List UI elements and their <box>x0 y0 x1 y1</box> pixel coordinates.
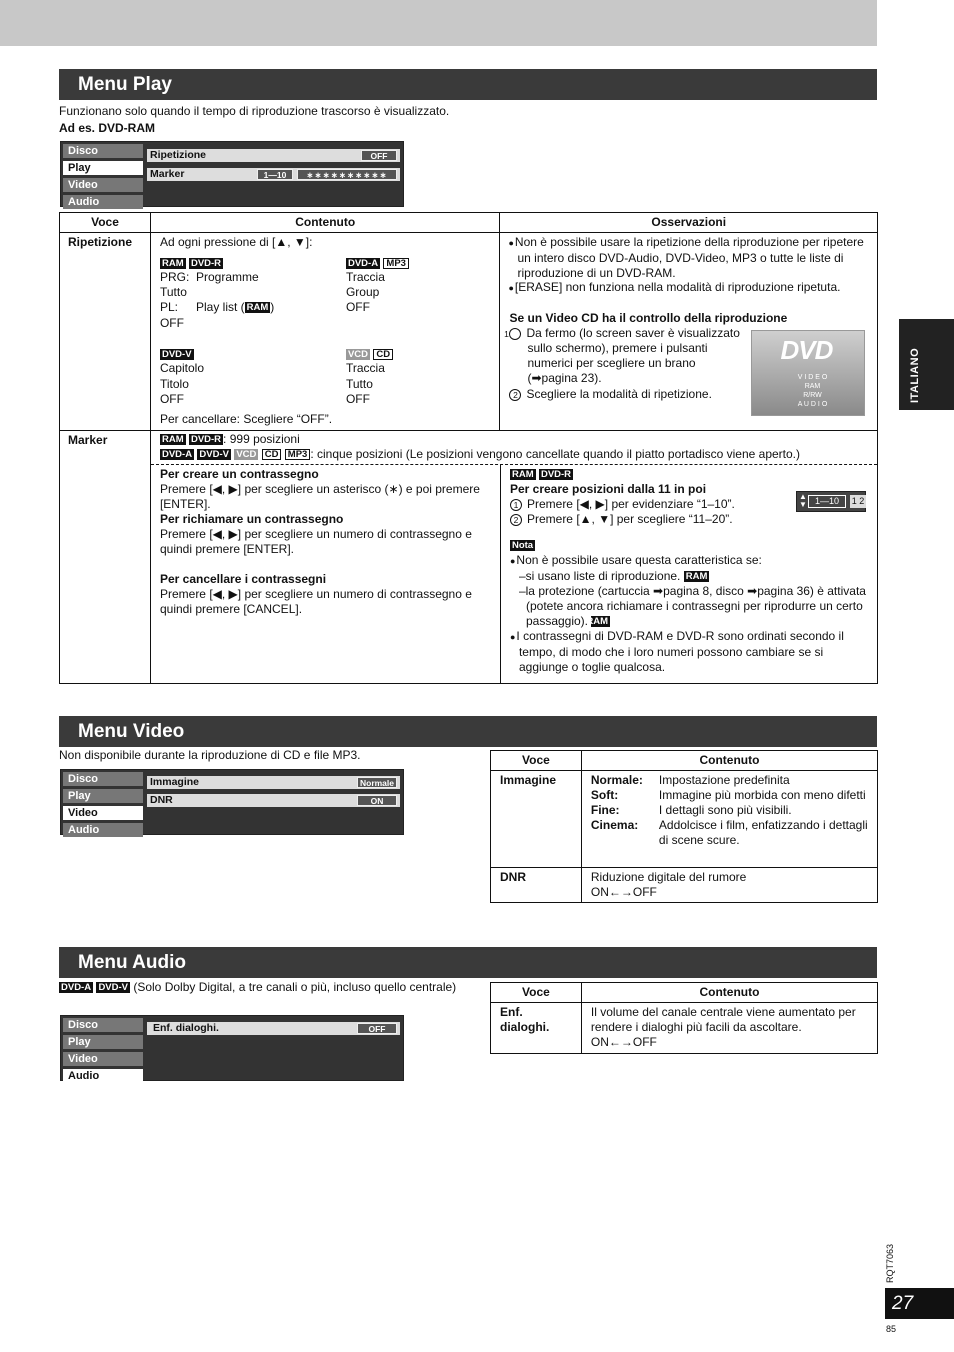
osd-row-enf-dialoghi: Enf. dialoghi. OFF <box>147 1022 400 1035</box>
osd-row-marker: Marker 1—10 ∗∗∗∗∗∗∗∗∗∗ <box>147 168 400 181</box>
document-code: RQT7063 <box>885 1243 895 1283</box>
osd-menu-play: Play <box>63 161 143 175</box>
marker-mini-osd: ▲ ▼ 1—10 1 2 <box>796 491 866 512</box>
col-contenuto: Contenuto <box>150 213 500 233</box>
dvd-logo-image: DVD V I D E O RAM R/RW A U D I O <box>751 330 865 416</box>
section-title-menu-video: Menu Video <box>59 716 877 747</box>
audio-intro: DVD-A DVD-V (Solo Dolby Digital, a tre canali o più, incluso quello centrale) <box>61 980 457 994</box>
page-number: 27 <box>885 1288 954 1319</box>
audio-table: Voce Contenuto Enf. dialoghi. Il volume del canale centrale viene aumentato per rendere i dialoghi più facili da ascoltare. ON←→OFF <box>490 982 878 1054</box>
nota-badge: Nota <box>511 540 534 551</box>
col-osservazioni: Osservazioni <box>500 213 878 233</box>
section-title-menu-audio: Menu Audio <box>59 947 877 978</box>
play-osd-screen <box>60 141 404 207</box>
play-example: Ad es. DVD-RAM <box>59 121 156 135</box>
side-language-tab: ITALIANO <box>899 319 954 410</box>
col-voce: Voce <box>60 213 151 233</box>
video-table: Voce Contenuto Immagine Normale: Impostazione predefinita Soft: Immagine più morbida con meno difetti Fine: I dettagli sono più visibili. Cinema: Addolcisce i film, enfatizzando i dettagli di scene scure. DNR Riduzione digitale del rumore ON←→OFF <box>490 750 878 903</box>
column-divider <box>500 464 501 684</box>
top-header-band <box>0 0 877 46</box>
video-osd-screen: Disco Play Video Audio Immagine Normale DNR ON <box>60 769 404 835</box>
osd-menu-video: Video <box>63 178 143 192</box>
row-label-marker: Marker <box>60 431 151 684</box>
play-intro: Funzionano solo quando il tempo di riproduzione trascorso è visualizzato. <box>59 104 450 118</box>
section-title-menu-play: Menu Play <box>59 69 877 100</box>
dashed-divider <box>151 464 877 465</box>
osd-row-ripetizione: Ripetizione OFF <box>147 149 400 162</box>
osd-menu-audio: Audio <box>63 195 143 209</box>
subpage-number: 85 <box>886 1324 897 1334</box>
audio-osd-screen: Disco Play Video Audio Enf. dialoghi. OFF <box>60 1015 404 1081</box>
osd-row-dnr: DNR ON <box>147 794 400 807</box>
play-table <box>59 212 878 684</box>
rip-content: Ad ogni pressione di [▲, ▼]: RAM DVD-R DVD-A MP3 PRG: Programme Tutto PL: Play list ( RAM ) OFF Traccia Group OFF DVD-V VCD CD Capitolo Titolo OFF Traccia Tutto OFF Per cancellare: Scegliere “OFF”. <box>150 233 500 431</box>
video-intro: Non disponibile durante la riproduzione di CD e file MP3. <box>59 748 361 762</box>
osd-menu-disco: Disco <box>63 144 143 158</box>
rip-observations: ● Non è possibile usare la ripetizione della riproduzione per ripetere un intero disco DVD-Audio, DVD-Video, MP3 o tutte le liste di riproduzione di un DVD-RAM. ● [ERASE] non funziona nella modalità di riproduzione ripetuta. Se un Video CD ha il controllo della riproduzione 1 Da fermo (lo screen saver è visualizzato sullo schermo), premere i pulsanti numerici per scegliere un brano (➡pagina 23). 2 Scegliere la modalità di ripetizione. DVD V I D E O RAM R/RW A U D I O <box>500 233 878 431</box>
marker-content: RAM DVD-R : 999 posizioni DVD-A DVD-V VCD CD MP3 : cinque posizioni (Le posizioni vengono cancellate quando il piatto portadisco viene aperto.) Per creare un contrassegno Premere [◀, ▶] per scegliere un asterisco (∗) e poi premere [ENTER]. Per richiamare un contrassegno Premere [◀, ▶] per scegliere un numero di contrassegno e quindi premere [ENTER]. Per cancellare i contrassegni Premere [◀, ▶] per scegliere un numero di contrassegno e quindi premere [CANCEL]. RAM DVD-R Per creare posizioni dalla 11 in poi 1 Premere [◀, ▶] per evidenziare “1–10”. 2 Premere [▲, ▼] per scegliere “11–20”. Nota ● Non è possibile usare questa caratteristica se: –si usano liste di riproduzione. RAM –la protezione (cartuccia ➡pagina 8, disco ➡pagina 36) è attivata (potete ancora richiamare i contrassegni per riprodurre un certo passaggio). RAM ● I contrassegni di DVD-RAM e DVD-R sono ordinati secondo il tempo, di modo che i loro numeri possono cambiare se si aggiunge o toglie qualcosa. ▲ ▼ 1—10 1 2 <box>150 431 877 684</box>
row-label-ripetizione: Ripetizione <box>60 233 151 431</box>
osd-row-immagine: Immagine Normale <box>147 776 400 789</box>
